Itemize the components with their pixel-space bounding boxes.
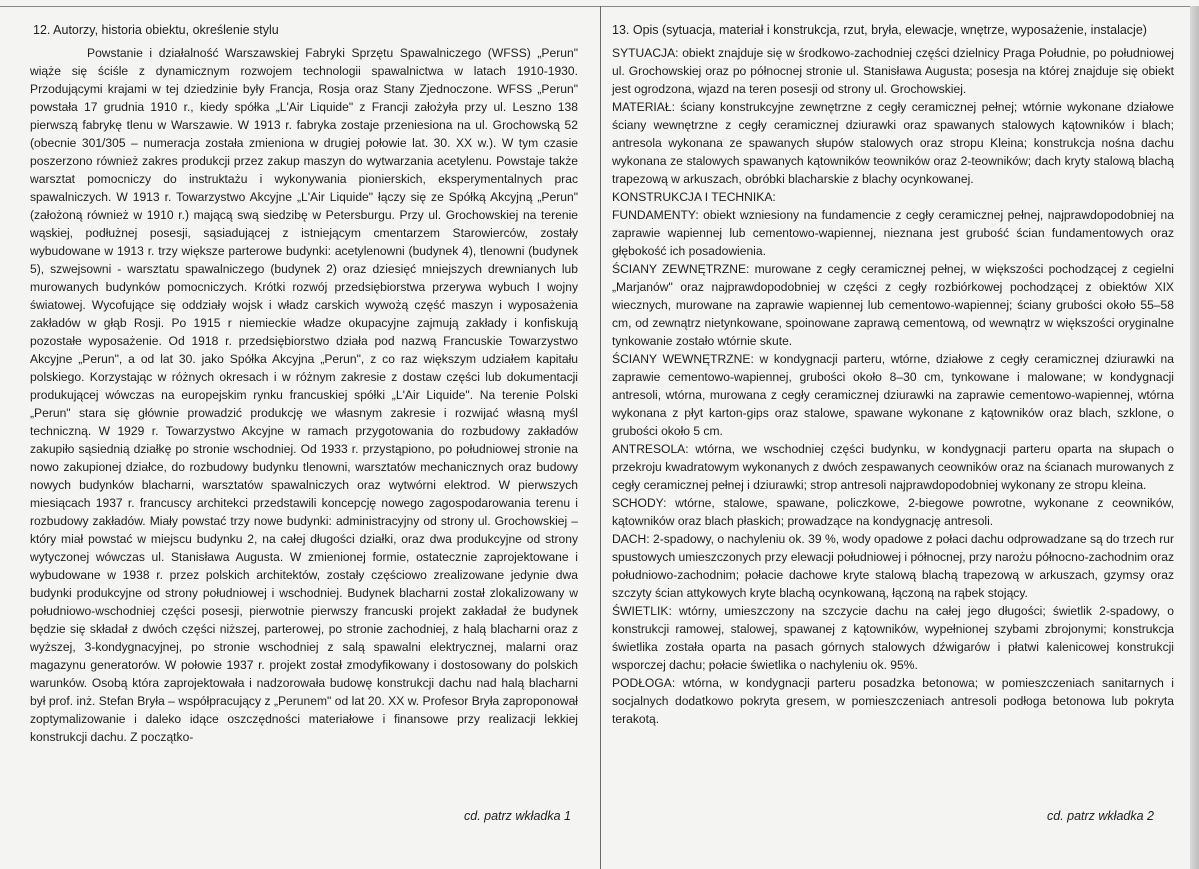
description-stairs: SCHODY: wtórne, stalowe, spawane, policzkowe, 2-biegowe powrotne, wykonane z ceowników, kątowników oraz blach płaskich; prowadzące na kondygnację antresoli.: [612, 496, 1174, 528]
right-continuation-note: cd. patrz wkładka 2: [1047, 809, 1154, 823]
description-material: MATERIAŁ: ściany konstrukcyjne zewnętrzne z cegły ceramicznej pełnej; wtórnie wykonane działowe ściany wewnętrzne z cegły ceramicznej dziurawki oraz spawanych stalowych kątowników i blach; antresola wykonana ze spawanych słupów stalowych oraz stropu Kleina; konstrukcja nośna dachu wykonana ze stalowych spawanych kątowników teowników oraz 2-teowników; dach kryty stalową blachą trapezową w arkuszach, obróbki blacharskie z blachy ocynkowanej.: [612, 100, 1174, 186]
description-internal-walls: ŚCIANY WEWNĘTRZNE: w kondygnacji parteru, wtórne, działowe z cegły ceramicznej dziurawki na zaprawie cementowo-wapiennej, grubości około 8–30 cm, tynkowane i malowane; w kondygnacji antresoli, wtórna, murowana z cegły ceramicznej dziurawki na zaprawie cementowo-wapiennej, wtórna wykonana z płyt karton-gips oraz stalowe, spawane wykonane z kątowników oraz blach, szklone, o grubości około 5 cm.: [612, 352, 1174, 438]
description-external-walls: ŚCIANY ZEWNĘTRZNE: murowane z cegły ceramicznej pełnej, w większości pochodzącej z cegielni „Marjanów" oraz najprawdopodobniej w części z cegły rozbiórkowej pochodzącej z obiektów XIX wiecznych, murowane na zaprawie wapiennej lub cementowo-wapiennej; ściany grubości około 55–58 cm, od zewnątrz nietynkowane, spoinowane zaprawą cementową, od wewnątrz w większości oryginalne tynkowanie zostało wtórnie skute.: [612, 262, 1174, 348]
top-rule: [0, 6, 1190, 7]
right-section-heading: 13. Opis (sytuacja, materiał i konstrukcja, rzut, bryła, elewacje, wnętrze, wyposażenie, instalacje): [612, 23, 1147, 37]
page-edge: [1190, 6, 1199, 869]
description-roof: DACH: 2-spadowy, o nachyleniu ok. 39 %, wody opadowe z połaci dachu odprowadzane są do trzech rur spustowych umieszczonych przy elewacji południowej i północnej, przy narożu północno-zachodnim oraz południowo-zachodnim; połacie dachowe kryte stalową blachą trapezową w arkuszach, gzymsy oraz szczyty ścian attykowych kryte blachą ocynkowaną, łączoną na rąbek stojący.: [612, 532, 1174, 600]
description-construction-heading: KONSTRUKCJA I TECHNIKA:: [612, 190, 776, 204]
description-skylight: ŚWIETLIK: wtórny, umieszczony na szczycie dachu na całej jego długości; świetlik 2-spadowy, o konstrukcji ramowej, stalowej, spawanej z kątowników, wypełnionej szybami zbrojonymi; konstrukcja świetlika została oparta na pasach górnych stalowych dźwigarów i płatwi kalenicowej konstrukcji wsporczej dachu; połacie świetlika o nachyleniu ok. 95%.: [612, 604, 1174, 672]
description-foundations: FUNDAMENTY: obiekt wzniesiony na fundamencie z cegły ceramicznej pełnej, najprawdopodobniej na zaprawie wapiennej lub cementowo-wapiennej, nieznana jest grubość ścian fundamentowych oraz głębokość ich posadowienia.: [612, 208, 1174, 258]
left-continuation-note: cd. patrz wkładka 1: [464, 809, 571, 823]
description-situation: SYTUACJA: obiekt znajduje się w środkowo-zachodniej części dzielnicy Praga Południe, po południowej ul. Grochowskiej oraz po północnej stronie ul. Stanisława Augusta; posesja na której znajduje się obiekt jest ogrodzona, wjazd na teren posesji od strony ul. Grochowskiej.: [612, 46, 1174, 96]
description-mezzanine: ANTRESOLA: wtórna, we wschodniej części budynku, w kondygnacji parteru oparta na słupach o przekroju kwadratowym wykonanych z dwóch zespawanych ceowników oraz na ścianach murowanych z cegły ceramicznej pełnej i dziurawki; strop antresoli najprawdopodobniej wykonany ze stropu kleina.: [612, 442, 1174, 492]
left-column-history: [30, 44, 578, 746]
history-paragraph: Powstanie i działalność Warszawskiej Fabryki Sprzętu Spawalniczego (WFSS) „Perun" wiąże się ściśle z dynamicznym rozwojem technologii spawalnictwa w latach 1910-1930. Przodującymi krajami w tej dziedzinie były Francja, Rosja oraz Stany Zjednoczone. WFSS „Perun" powstała 17 grudnia 1910 r., kiedy spółka „L'Air Liquide" z Francji założyła przy ul. Leszno 138 pierwszą fabrykę tlenu w Warszawie. W 1913 r. fabryka zostaje przeniesiona na ul. Grochowską 52 (obecnie 301/305 – numeracja została zmieniona w drugiej połowie lat. 30. XX w.). W tym czasie poszerzono również zakres produkcji przez zakup maszyn do wytwarzania acetylenu. Powstaje także warsztat pomocniczy do instruktażu i wykonywania pionierskich, eksperymentalnych prac spawalniczych. W 1913 r. Towarzystwo Akcyjne „L'Air Liquide" łączy się ze Spółką Akcyjną „Perun" (założoną również w 1910 r.) mającą swą siedzibę w Petersburgu. Przy ul. Grochowskiej na terenie wąskiej, podłużnej posesji, sąsiadującej z istniejącym cmentarzem Starowierców, zostały wybudowane w 1913 r. trzy większe parterowe budynki: acetylenowni (budynek 4), tlenowni (budynek 5), szwejsowni - warsztatu spawalniczego (budynek 2) oraz dziesięć mniejszych drewnianych lub murowanych budynków pomocniczych. Krótki rozwój przedsiębiorstwa przerywa wybuch I wojny światowej. Wycofujące się oddziały wojsk i władz carskich wywożą część maszyn i wyposażenia zakładów w głąb Rosji. Po 1915 r niemieckie władze okupacyjne zajmują zakłady i konfiskują pozostałe wyposażenie. Od 1918 r. przedsiębiorstwo działa pod nazwą Francuskie Towarzystwo Akcyjne „Perun", a od lat 30. jako Spółka Akcyjna „Perun", z co raz większym udziałem kapitału polskiego. Korzystając w różnych okresach i w różnym zakresie z dostaw części lub dokumentacji produkującej wówczas na europejskim rynku francuskiej spółki „L'Air Liquide". Na terenie Polski „Perun" stara się głównie prowadzić produkcję we własnym zakresie i rozwijać własną myśl techniczną. W 1929 r. Towarzystwo Akcyjne w ramach przygotowania do rozbudowy zakładów zakupiło sąsiednią działkę po stronie wschodniej. Od 1933 r. przystąpiono, po południowej stronie na nowo zakupionej działce, do rozbudowy budynku tlenowni, warsztatów mechanicznych oraz budowy nowych budynków blacharni, warsztatów spawalniczych oraz wytwórni elektrod. W pierwszych miesiącach 1937 r. francuscy architekci przedstawili koncepcję nowego zagospodarowania terenu i rozbudowy zakładów. Miały powstać trzy nowe budynki: administracyjny od strony ul. Grochowskiej – który miał powstać w miejscu budynku 2, na całej długości działki, oraz dwa produkcyjne od strony wytyczonej wówczas ul. Stanisława Augusta. W zmienionej formie, ostatecznie zaprojektowane i wybudowane w 1938 r. przez polskich architektów, zostały częściowo zrealizowane jedynie dwa budynki produkcyjne od strony południowej i wschodniej. Budynek blacharni został zlokalizowany w południowo-wschodniej części posesji, pierwotnie pierwszy francuski projekt zakładał że budynek będzie się składał z dwóch części niższej, parterowej, po stronie zachodniej, z halą blacharni oraz z wyższej, 3-kondygnacyjnej, po stronie wschodniej z salą spawalni elektrycznej, malarni oraz magazynu generatorów. W połowie 1937 r. projekt został zmodyfikowany i dostosowany do polskich warunków. Osobą która zaprojektowała i nadzorowała budowę konstrukcji dachu nad halą blacharni był prof. inż. Stefan Bryła – współpracujący z „Perunem" od lat 20. XX w. Profesor Bryła zaproponował zoptymalizowanie i daleko idące oszczędności materiałowe i finansowe przy realizacji lekkiej konstrukcji dachu. Z początko-: [30, 46, 578, 744]
left-section-heading: 12. Autorzy, historia obiektu, określenie stylu: [33, 23, 279, 37]
description-floor: PODŁOGA: wtórna, w kondygnacji parteru posadzka betonowa; w pomieszczeniach sanitarnych i socjalnych dodatkowo pokryta gresem, w pomieszczeniach antresoli podłoga betonowa lub pokryta terakotą.: [612, 676, 1174, 726]
column-divider: [600, 6, 601, 869]
right-column-description: [612, 44, 1174, 728]
